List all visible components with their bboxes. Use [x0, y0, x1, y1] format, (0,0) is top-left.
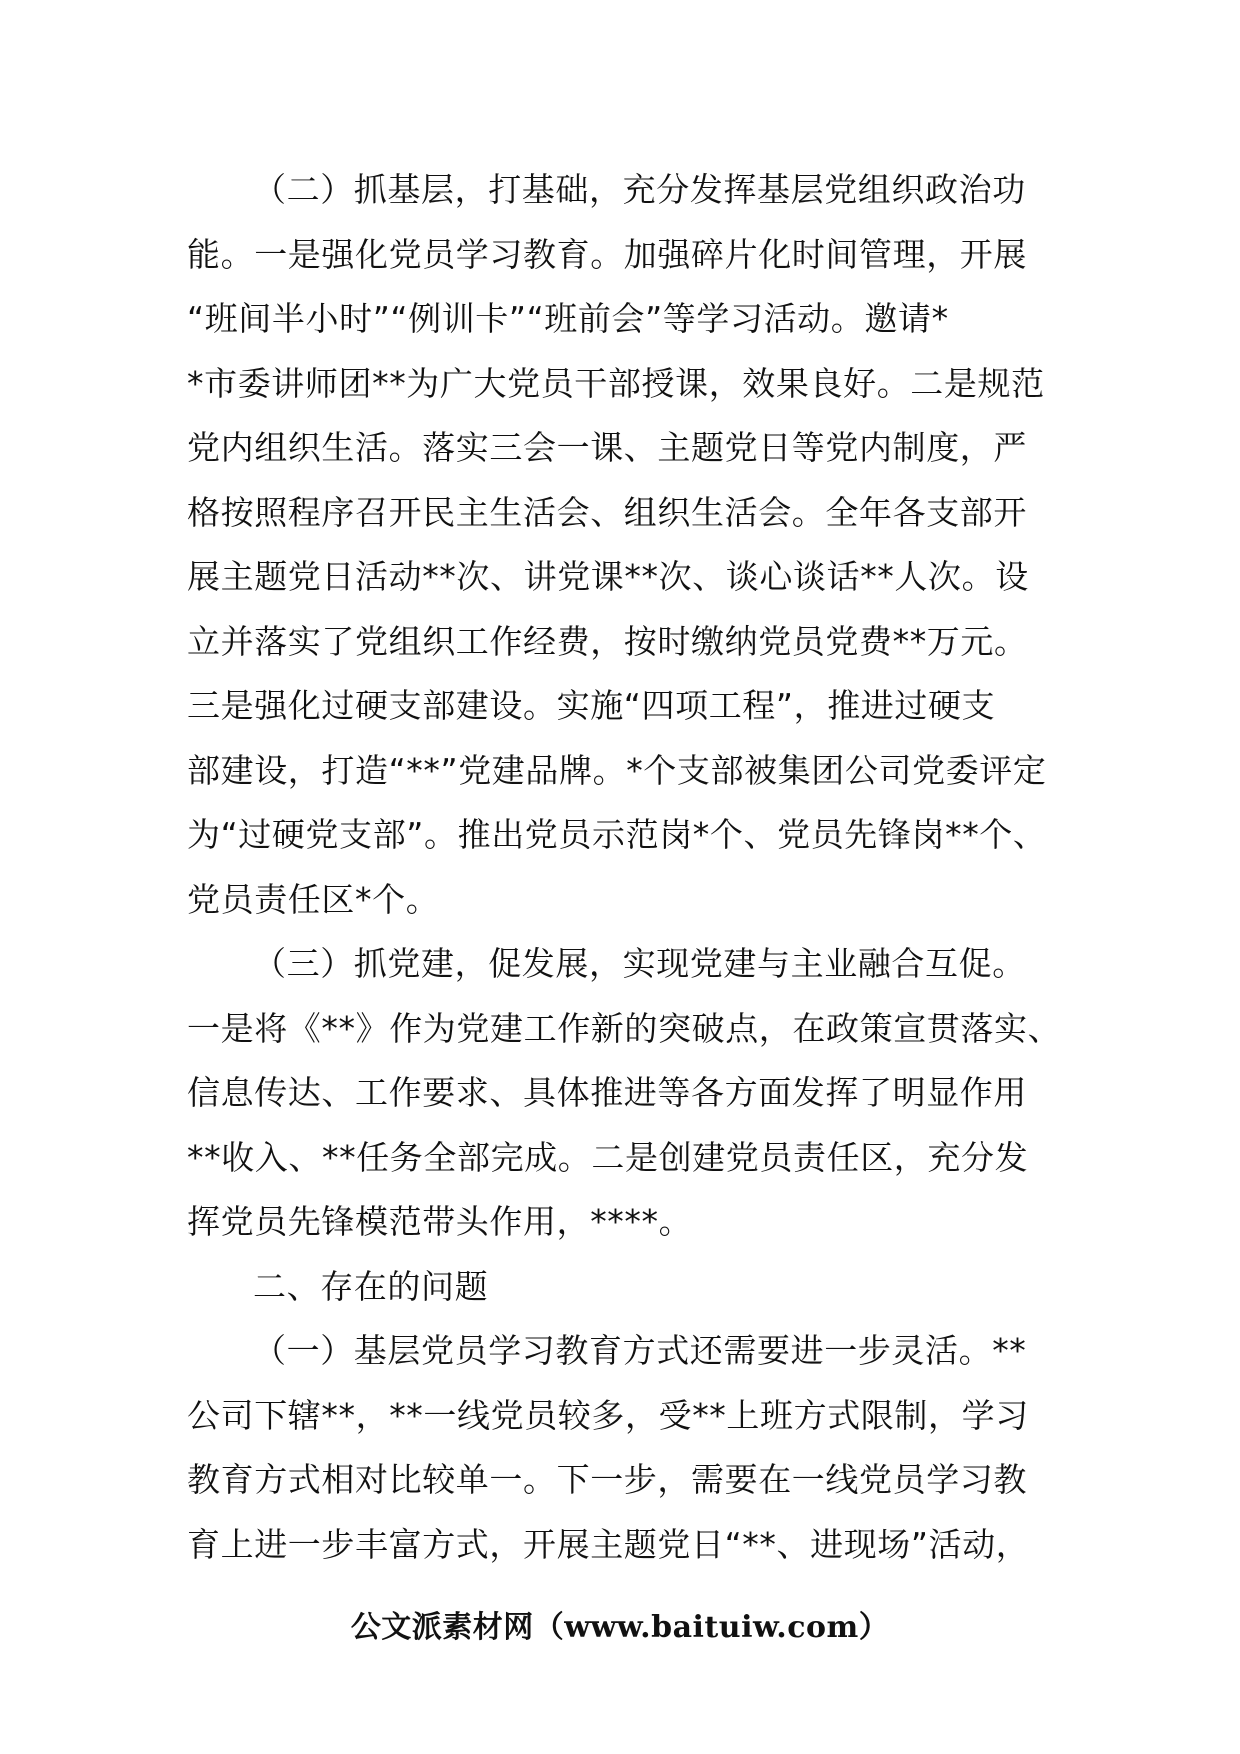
- paragraph-line: 公司下辖**，**一线党员较多，受**上班方式限制，学习: [187, 1395, 1029, 1435]
- paragraph-line: 教育方式相对比较单一。下一步，需要在一线党员学习教: [187, 1460, 1027, 1499]
- paragraph-line: **收入、**任务全部完成。二是创建党员责任区，充分发: [187, 1137, 1029, 1177]
- paragraph-line: 信息传达、工作要求、具体推进等各方面发挥了明显作用: [187, 1073, 1027, 1112]
- paragraph-line: 展主题党日活动**次、讲党课**次、谈心谈话**人次。设: [187, 557, 1029, 596]
- paragraph-line: 部建设，打造“**”党建品牌。*个支部被集团公司党委评定: [187, 750, 1047, 790]
- paragraph-line: 能。一是强化党员学习教育。加强碎片化时间管理，开展: [187, 234, 1027, 274]
- paragraph-line: （二）抓基层，打基础，充分发挥基层党组织政治功: [253, 170, 1026, 209]
- paragraph-line: 为“过硬党支部”。推出党员示范岗*个、党员先锋岗**个、: [187, 815, 1047, 854]
- paragraph-line: *市委讲师团**为广大党员干部授课，效果良好。二是规范: [187, 363, 1045, 403]
- paragraph-line: 立并落实了党组织工作经费，按时缴纳党员党费**万元。: [187, 621, 1028, 661]
- paragraph-line: 党员责任区*个。: [187, 879, 440, 919]
- paragraph-line: 格按照程序召开民主生活会、组织生活会。全年各支部开: [187, 492, 1027, 532]
- paragraph-line: 育上进一步丰富方式，开展主题党日“**、进现场”活动，: [187, 1524, 1030, 1564]
- document-body: [187, 158, 1087, 1577]
- paragraph-line: （三）抓党建，促发展，实现党建与主业融合互促。: [253, 944, 1026, 983]
- paragraph-line: （一）基层党员学习教育方式还需要进一步灵活。**: [253, 1331, 1027, 1370]
- paragraph-line: 一是将《**》作为党建工作新的突破点，在政策宣贯落实、: [187, 1008, 1062, 1048]
- paragraph-line: 挥党员先锋模范带头作用，****。: [187, 1202, 693, 1241]
- paragraph-line: 三是强化过硬支部建设。实施“四项工程”，推进过硬支: [187, 686, 996, 725]
- footer-watermark: 公文派素材网（www.baituiw.com）: [350, 1610, 890, 1645]
- section-heading: 二、存在的问题: [253, 1266, 489, 1306]
- paragraph-line: 党内组织生活。落实三会一课、主题党日等党内制度，严: [187, 428, 1027, 467]
- paragraph-line: “班间半小时”“例训卡”“班前会”等学习活动。邀请*: [187, 299, 949, 338]
